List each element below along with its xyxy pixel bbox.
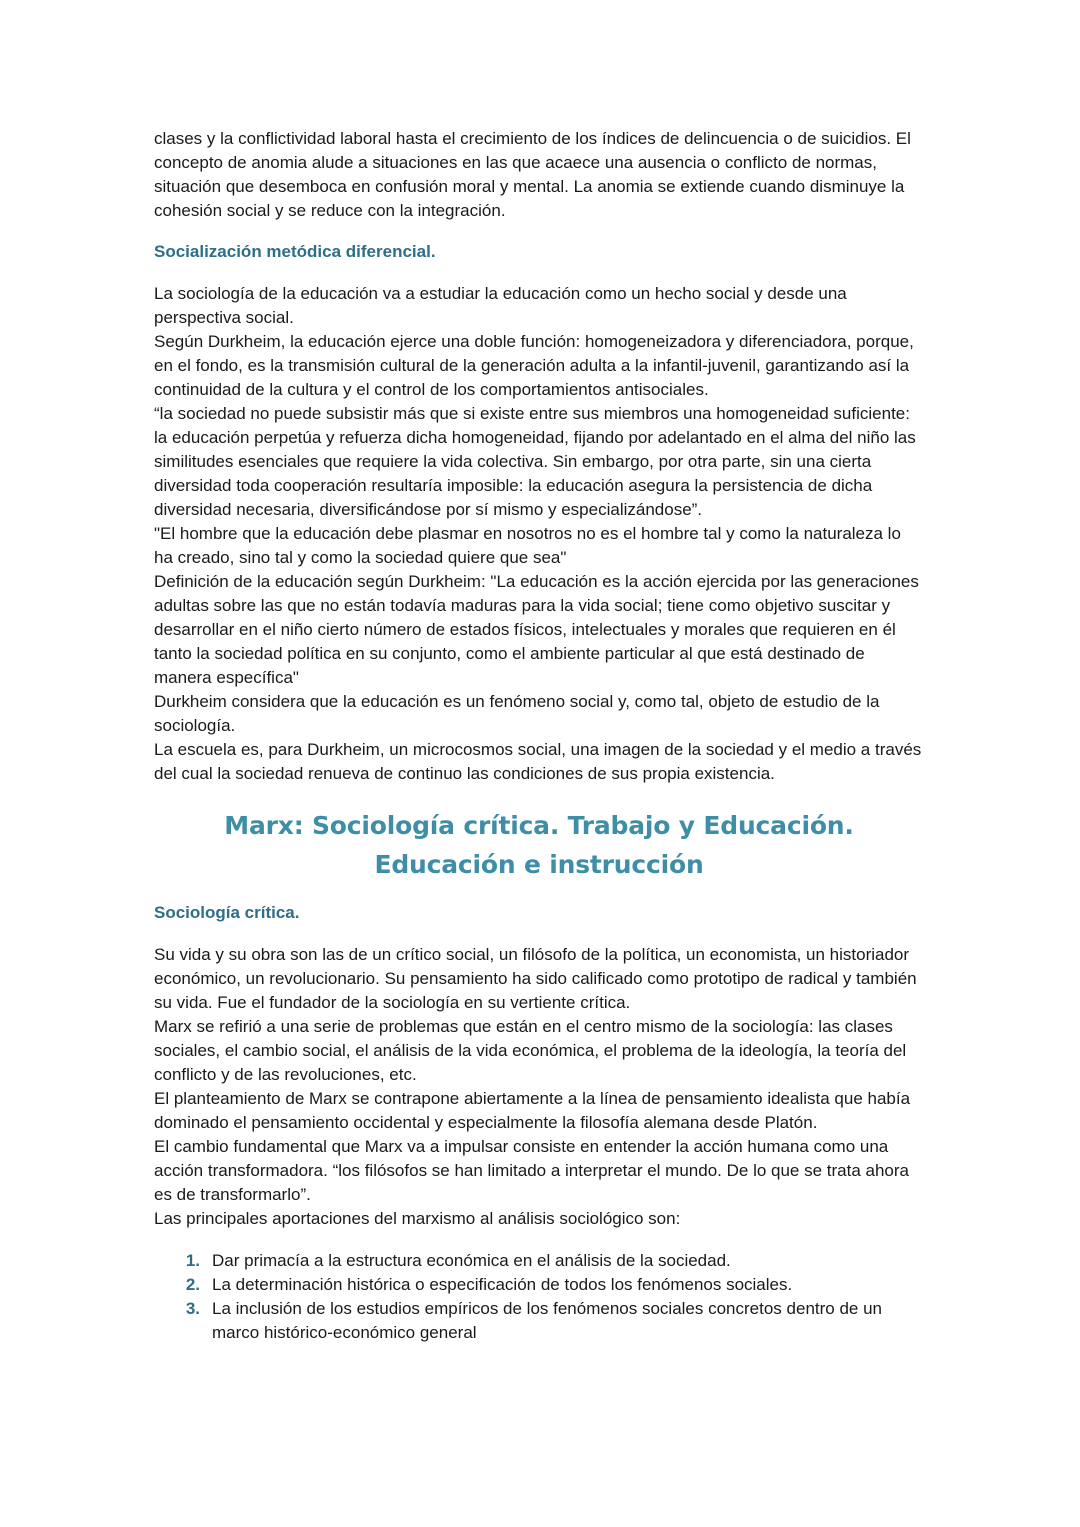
section-body-socializacion: [154, 282, 924, 786]
list-item: [154, 1273, 924, 1297]
section-body-sociologia-critica: [154, 943, 924, 1231]
contributions-list: [154, 1249, 924, 1345]
paragraph: La escuela es, para Durkheim, un microcosmos social, una imagen de la sociedad y el medio a través del cual la sociedad renueva de continuo las condiciones de sus propia existencia.: [154, 740, 922, 783]
list-text: La inclusión de los estudios empíricos de los fenómenos sociales concretos dentro de un marco histórico-económico general: [212, 1299, 882, 1342]
paragraph: Marx se refirió a una serie de problemas que están en el centro mismo de la sociología: las clases sociales, el cambio social, el análisis de la vida económica, el problema de la ideología, la teoría del conflicto y de las revoluciones, etc.: [154, 1017, 907, 1084]
paragraph: Su vida y su obra son las de un crítico social, un filósofo de la política, un economista, un historiador económico, un revolucionario. Su pensamiento ha sido calificado como prototipo de radical y también su vida. Fue el fundador de la sociología en su vertiente crítica.: [154, 945, 917, 1012]
quote-paragraph: “la sociedad no puede subsistir más que si existe entre sus miembros una homogeneidad suficiente: la educación perpetúa y refuerza dicha homogeneidad, fijando por adelantado en el alma del niño las similitudes esenciales que requiere la vida colectiva. Sin embargo, por otra parte, sin una cierta diversidad toda cooperación resultaría imposible: la educación asegura la persistencia de dicha diversidad necesaria, diversificándose por sí mismo y especializándose”.: [154, 404, 916, 519]
paragraph: El cambio fundamental que Marx va a impulsar consiste en entender la acción humana como una acción transformadora. “los filósofos se han limitado a interpretar el mundo. De lo que se trata ahora es de transformarlo”.: [154, 1137, 910, 1204]
intro-paragraph: clases y la conflictividad laboral hasta el crecimiento de los índices de delincuencia o de suicidios. El concepto de anomia alude a situaciones en las que acaece una ausencia o conflicto de normas, situación que desemboca en confusión moral y mental. La anomia se extiende cuando disminuye la cohesión social y se reduce con la integración.: [154, 129, 911, 220]
paragraph: La sociología de la educación va a estudiar la educación como un hecho social y desde una perspectiva social.: [154, 284, 847, 327]
main-heading-marx: Marx: Sociología crítica. Trabajo y Educación. Educación e instrucción: [224, 811, 854, 879]
document-page: [154, 127, 924, 1345]
list-item: [154, 1249, 924, 1273]
list-number: 3.: [185, 1299, 200, 1318]
paragraph: Según Durkheim, la educación ejerce una doble función: homogeneizadora y diferenciadora, porque, en el fondo, es la transmisión cultural de la generación adulta a la infantil-juvenil, garantizando así la continuidad de la cultura y el control de los comportamientos antisociales.: [154, 332, 914, 399]
quote-paragraph: "El hombre que la educación debe plasmar en nosotros no es el hombre tal y como la naturaleza lo ha creado, sino tal y como la sociedad quiere que sea": [154, 524, 901, 567]
paragraph: Durkheim considera que la educación es un fenómeno social y, como tal, objeto de estudio de la sociología.: [154, 692, 880, 735]
paragraph: Las principales aportaciones del marxismo al análisis sociológico son:: [154, 1209, 681, 1228]
section-title-sociologia-critica: Sociología crítica.: [154, 903, 300, 922]
section-title-socializacion: Socialización metódica diferencial.: [154, 242, 436, 261]
paragraph: El planteamiento de Marx se contrapone abiertamente a la línea de pensamiento idealista que había dominado el pensamiento occidental y especialmente la filosofía alemana desde Platón.: [154, 1089, 911, 1132]
definition-paragraph: Definición de la educación según Durkheim: "La educación es la acción ejercida por las generaciones adultas sobre las que no están todavía maduras para la vida social; tiene como objetivo suscitar y desarrollar en el niño cierto número de estados físicos, intelectuales y morales que requieren en él tanto la sociedad política en su conjunto, como el ambiente particular al que está destinado de manera específica": [154, 572, 919, 687]
list-number: 1.: [185, 1251, 200, 1270]
list-text: Dar primacía a la estructura económica en el análisis de la sociedad.: [212, 1251, 731, 1270]
list-item: [154, 1297, 924, 1345]
list-text: La determinación histórica o especificación de todos los fenómenos sociales.: [212, 1275, 793, 1294]
list-number: 2.: [185, 1275, 200, 1294]
